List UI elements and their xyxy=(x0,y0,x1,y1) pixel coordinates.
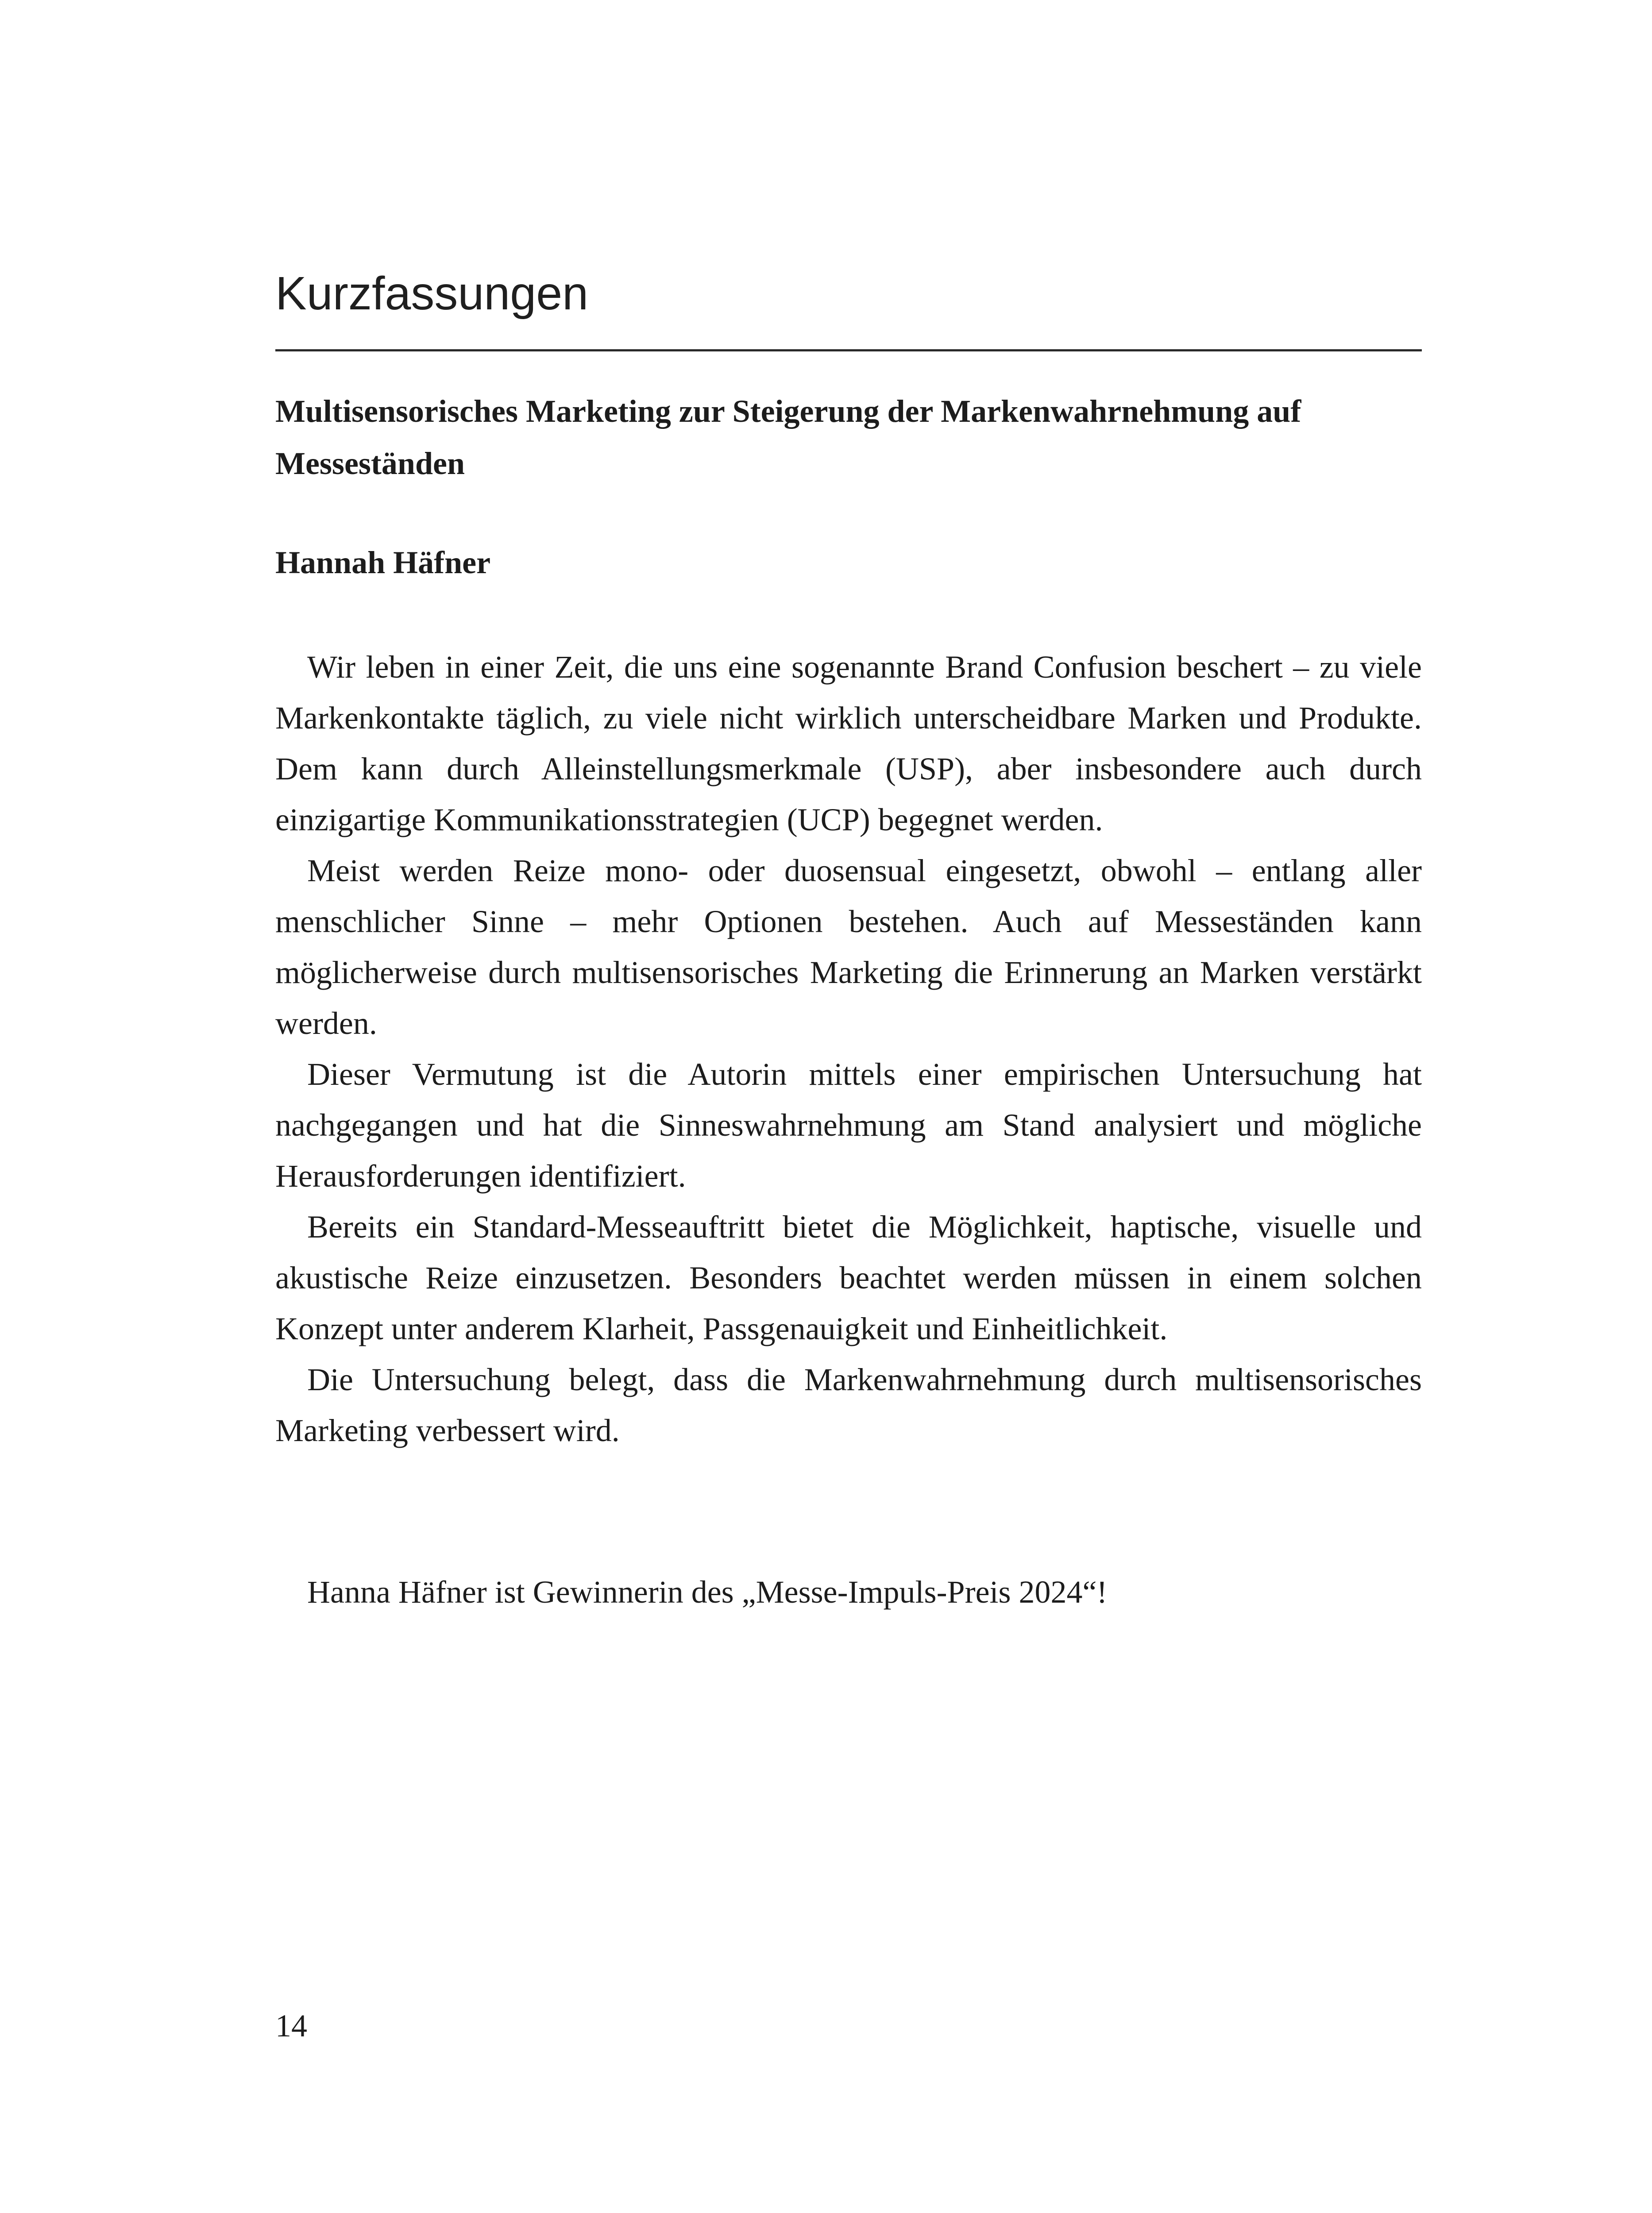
award-note: Hanna Häfner ist Gewinnerin des „Messe-Impuls-Preis 2024“! xyxy=(307,1574,1108,1610)
abstract-paragraph: Meist werden Reize mono- oder duosensual eingesetzt, obwohl – entlang aller menschlicher Sinne – mehr Optionen bestehen. Auch auf Messeständen kann möglicherweise durch multisensorisches Marketing die Erinnerung an Marken verstärkt werden. xyxy=(275,853,1422,1041)
section-heading: Kurzfassungen xyxy=(275,267,589,320)
abstract-paragraph: Die Untersuchung belegt, dass die Markenwahrnehmung durch multisensorisches Marketing verbessert wird. xyxy=(275,1362,1422,1448)
page-number: 14 xyxy=(275,2008,307,2043)
article-title: Multisensorisches Marketing zur Steigerung der Markenwahrnehmung auf Messeständen xyxy=(275,393,1301,481)
author-name: Hannah Häfner xyxy=(275,545,491,580)
abstract-paragraph: Wir leben in einer Zeit, die uns eine sogenannte Brand Confusion beschert – zu viele Markenkontakte täglich, zu viele nicht wirklich unterscheidbare Marken und Produkte. Dem kann durch Alleinstellungsmerkmale (USP), aber insbesondere auch durch einzigartige Kommunikationsstrategien (UCP) begegnet werden. xyxy=(275,649,1422,837)
heading-rule xyxy=(275,349,1422,351)
abstract-body xyxy=(275,642,1422,1456)
abstract-paragraph: Dieser Vermutung ist die Autorin mittels einer empirischen Untersuchung hat nachgegangen und hat die Sinneswahrnehmung am Stand analysiert und mögliche Herausforderungen identifiziert. xyxy=(275,1056,1422,1194)
abstract-paragraph: Bereits ein Standard-Messeauftritt bietet die Möglichkeit, haptische, visuelle und akustische Reize einzusetzen. Besonders beachtet werden müssen in einem solchen Konzept unter anderem Klarheit, Passgenauigkeit und Einheitlichkeit. xyxy=(275,1209,1422,1346)
